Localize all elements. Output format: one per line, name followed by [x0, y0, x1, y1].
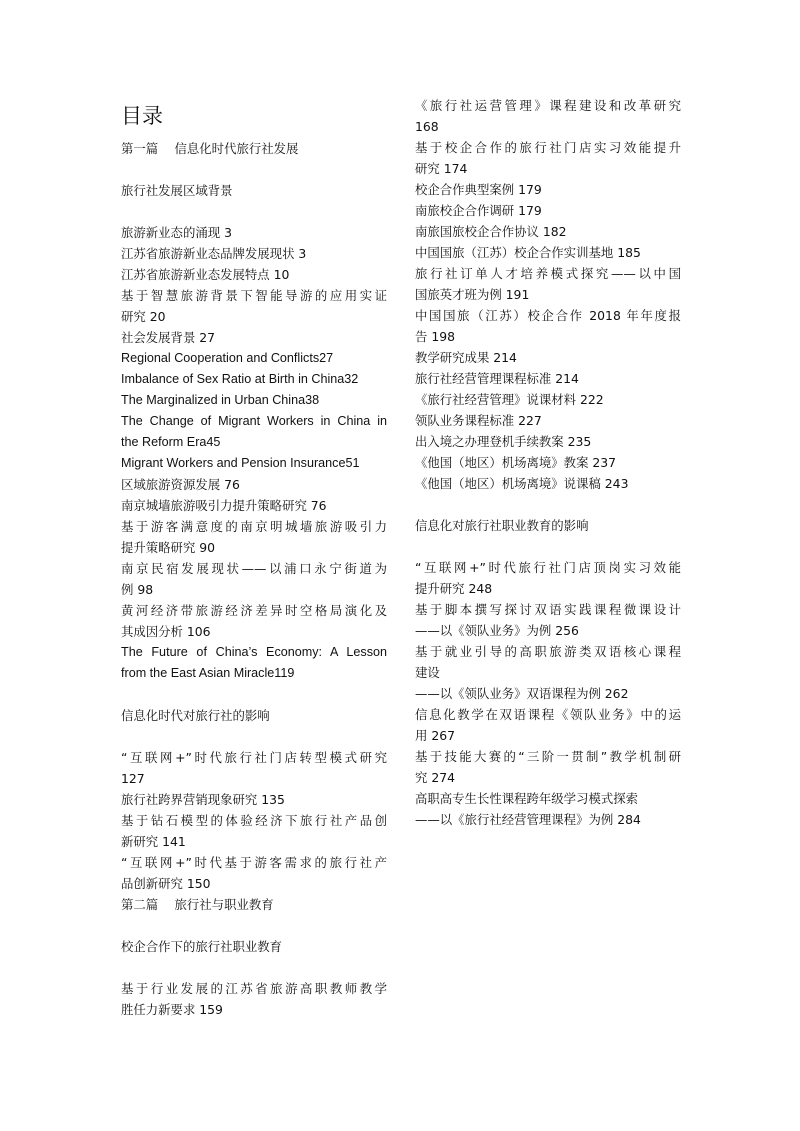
toc-entry[interactable]: 168 — [415, 119, 439, 134]
toc-entry[interactable]: 提升策略研究 90 — [121, 540, 216, 555]
toc-entry[interactable]: 建设 — [415, 665, 440, 680]
toc-entry[interactable]: 基于就业引导的高职旅游类双语核心课程 — [415, 644, 681, 659]
toc-entry[interactable]: 基于智慧旅游背景下智能导游的应用实证 — [121, 288, 387, 303]
toc-title: 目录 — [121, 104, 163, 128]
blank-line — [121, 915, 387, 936]
toc-entry[interactable]: 旅行社经营管理课程标准 214 — [415, 371, 579, 386]
toc-entry[interactable]: 《他国（地区）机场离境》教案 237 — [415, 455, 617, 470]
toc-entry[interactable]: “互联网+”时代旅行社门店顶岗实习效能 — [415, 560, 681, 575]
toc-entry[interactable]: 区域旅游资源发展 76 — [121, 477, 240, 492]
toc-entry[interactable]: 国旅英才班为例 191 — [415, 287, 530, 302]
toc-entry[interactable]: 其成因分析 106 — [121, 624, 211, 639]
toc-entry[interactable]: “互联网+”时代旅行社门店转型模式研究 — [121, 750, 387, 765]
toc-entry[interactable]: 《旅行社运营管理》课程建设和改革研究 — [415, 98, 681, 113]
toc-entry[interactable]: 南京民宿发展现状——以浦口永宁街道为 — [121, 561, 387, 576]
toc-entry[interactable]: 基于钻石模型的体验经济下旅行社产品创 — [121, 813, 387, 828]
blank-line — [121, 684, 387, 705]
toc-entry[interactable]: 中国国旅（江苏）校企合作 2018 年年度报 — [415, 308, 681, 323]
toc-entry[interactable]: Regional Cooperation and Conflicts27 — [121, 351, 334, 365]
blank-line — [121, 201, 387, 222]
blank-line — [121, 726, 387, 747]
toc-entry[interactable]: 基于游客满意度的南京明城墙旅游吸引力 — [121, 519, 387, 534]
toc-entry[interactable]: The Future of China’s Economy: A Lesson — [121, 645, 387, 659]
toc-entry[interactable]: 新研究 141 — [121, 834, 186, 849]
toc-entry[interactable]: 领队业务课程标准 227 — [415, 413, 542, 428]
toc-right-column — [415, 95, 681, 830]
toc-entry[interactable]: 第一篇 信息化时代旅行社发展 — [121, 141, 299, 156]
toc-entry[interactable]: 《旅行社经营管理》说课材料 222 — [415, 392, 604, 407]
toc-entry[interactable]: 江苏省旅游新业态品牌发展现状 3 — [121, 246, 307, 261]
toc-entry[interactable]: 旅行社发展区域背景 — [121, 183, 233, 198]
toc-entry[interactable]: 黄河经济带旅游经济差异时空格局演化及 — [121, 603, 387, 618]
toc-entry[interactable]: 旅行社订单人才培养模式探究——以中国 — [415, 266, 681, 281]
toc-entry[interactable]: 旅游新业态的涌现 3 — [121, 225, 232, 240]
toc-entry[interactable]: 信息化时代对旅行社的影响 — [121, 708, 270, 723]
toc-entry[interactable]: 基于行业发展的江苏省旅游高职教师教学 — [121, 981, 387, 996]
toc-entry[interactable]: 旅行社跨界营销现象研究 135 — [121, 792, 285, 807]
toc-entry[interactable]: 告 198 — [415, 329, 455, 344]
toc-entry[interactable]: 基于校企合作的旅行社门店实习效能提升 — [415, 140, 681, 155]
toc-entry[interactable]: ——以《旅行社经营管理课程》为例 284 — [415, 812, 641, 827]
toc-entry[interactable]: 究 274 — [415, 770, 455, 785]
toc-entry[interactable]: 用 267 — [415, 728, 455, 743]
toc-entry[interactable]: 社会发展背景 27 — [121, 330, 216, 345]
toc-entry[interactable]: 校企合作下的旅行社职业教育 — [121, 939, 283, 954]
toc-entry[interactable]: 基于脚本撰写探讨双语实践课程微课设计 — [415, 602, 681, 617]
toc-entry[interactable]: 信息化教学在双语课程《领队业务》中的运 — [415, 707, 681, 722]
toc-entry[interactable]: 南京城墙旅游吸引力提升策略研究 76 — [121, 498, 327, 513]
toc-entry[interactable]: 南旅校企合作调研 179 — [415, 203, 542, 218]
toc-entry[interactable]: 出入境之办理登机手续教案 235 — [415, 434, 592, 449]
toc-entry[interactable]: “互联网+”时代基于游客需求的旅行社产 — [121, 855, 387, 870]
toc-entry[interactable]: 品创新研究 150 — [121, 876, 211, 891]
toc-entry[interactable]: 高职高专生长性课程跨年级学习模式探索 — [415, 791, 639, 806]
toc-entry[interactable]: 《他国（地区）机场离境》说课稿 243 — [415, 476, 629, 491]
blank-line — [415, 494, 681, 515]
toc-entry[interactable]: 基于技能大赛的“三阶一贯制”教学机制研 — [415, 749, 681, 764]
toc-entry[interactable]: 例 98 — [121, 582, 154, 597]
toc-entry[interactable]: 教学研究成果 214 — [415, 350, 517, 365]
toc-left-column — [121, 138, 387, 1020]
blank-line — [415, 536, 681, 557]
blank-line — [121, 957, 387, 978]
toc-entry[interactable]: 中国国旅（江苏）校企合作实训基地 185 — [415, 245, 641, 260]
toc-entry[interactable]: from the East Asian Miracle119 — [121, 666, 295, 680]
toc-entry[interactable]: 信息化对旅行社职业教育的影响 — [415, 518, 589, 533]
toc-entry[interactable]: 南旅国旅校企合作协议 182 — [415, 224, 567, 239]
toc-entry[interactable]: The Change of Migrant Workers in China in — [121, 414, 387, 428]
toc-entry[interactable]: ——以《领队业务》为例 256 — [415, 623, 579, 638]
toc-entry[interactable]: 127 — [121, 771, 145, 786]
toc-entry[interactable]: The Marginalized in Urban China38 — [121, 393, 320, 407]
toc-entry[interactable]: 江苏省旅游新业态发展特点 10 — [121, 267, 290, 282]
toc-entry[interactable]: 第二篇 旅行社与职业教育 — [121, 897, 274, 912]
toc-entry[interactable]: Migrant Workers and Pension Insurance51 — [121, 456, 360, 470]
toc-entry[interactable]: 提升研究 248 — [415, 581, 493, 596]
toc-entry[interactable]: Imbalance of Sex Ratio at Birth in China32 — [121, 372, 359, 386]
toc-entry[interactable]: 胜任力新要求 159 — [121, 1002, 223, 1017]
toc-entry[interactable]: ——以《领队业务》双语课程为例 262 — [415, 686, 629, 701]
blank-line — [121, 159, 387, 180]
toc-entry[interactable]: 校企合作典型案例 179 — [415, 182, 542, 197]
toc-entry[interactable]: 研究 174 — [415, 161, 468, 176]
toc-entry[interactable]: 研究 20 — [121, 309, 166, 324]
toc-entry[interactable]: the Reform Era45 — [121, 435, 221, 449]
